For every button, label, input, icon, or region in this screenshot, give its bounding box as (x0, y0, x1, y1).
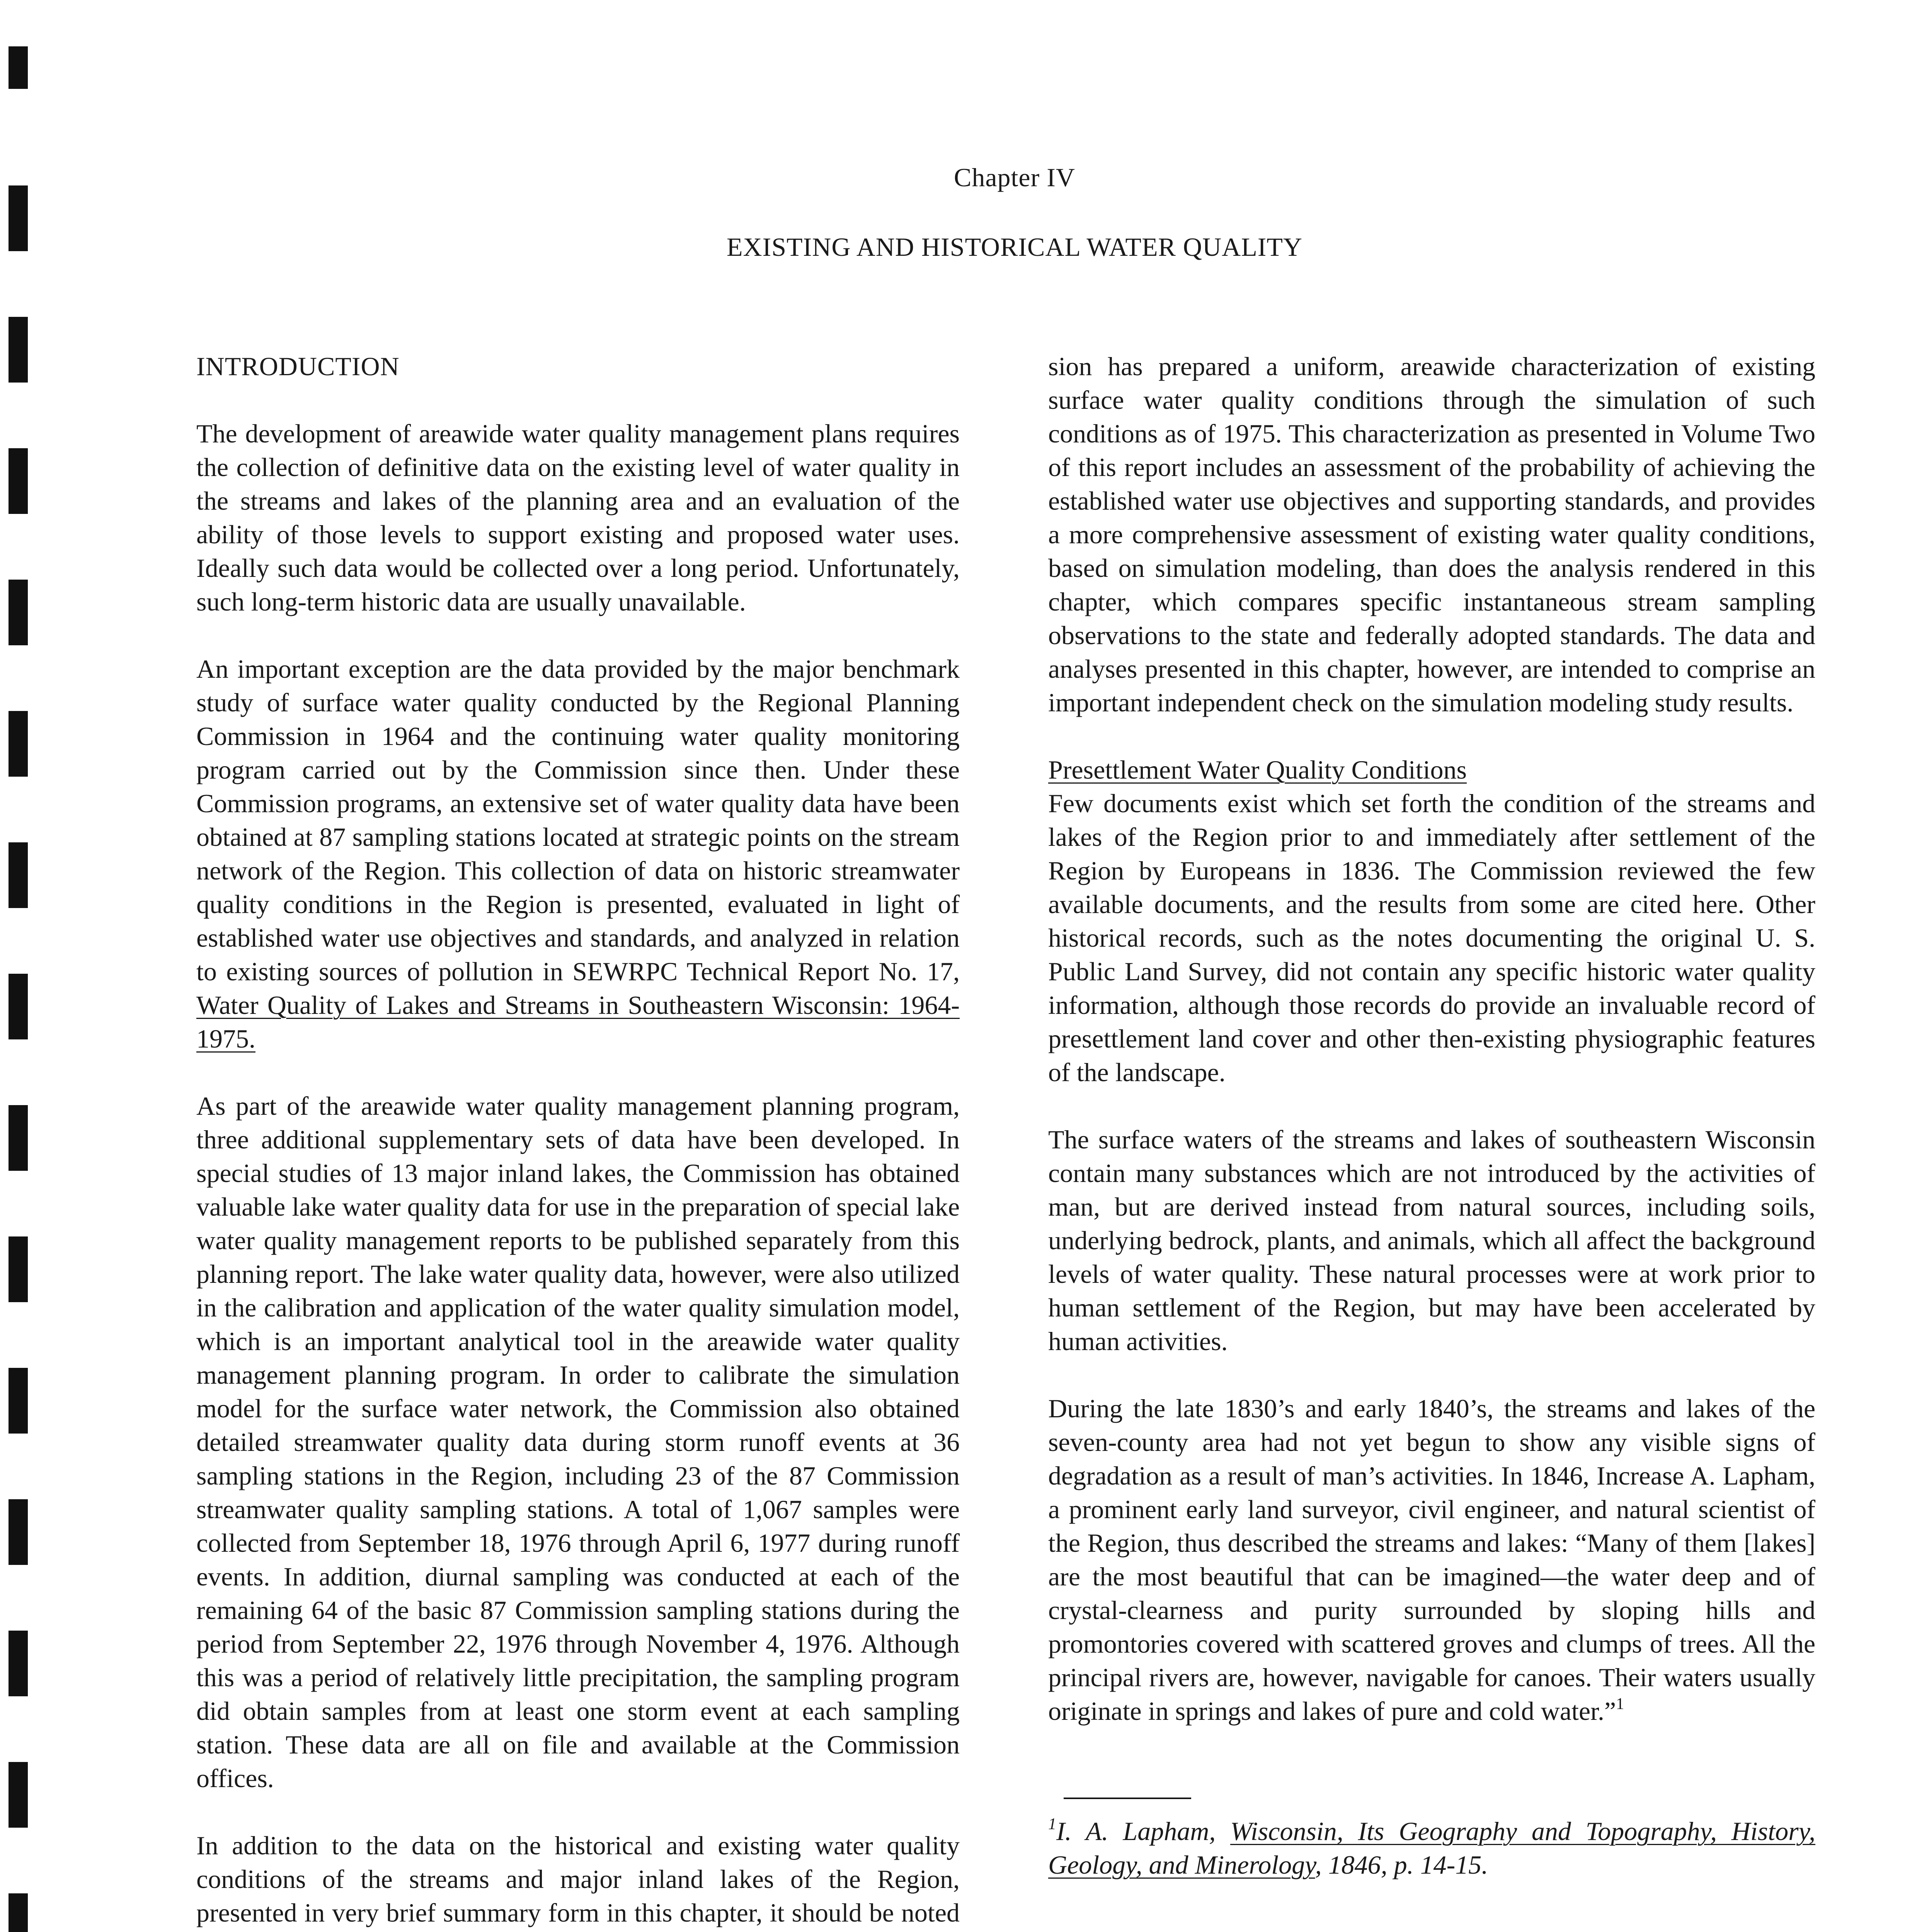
left-column (196, 350, 960, 1932)
presettlement-paragraph-3-text: During the late 1830’s and early 1840’s, the streams and lakes of the seven-county area had not yet begun to show any visible signs of degradation as a result of man’s activities. In 1846, Increase A. Lapham, a prominent early land surveyor, civil engineer, and natural scientist of the Region, thus described the streams and lakes: “Many of them [lakes] are the most beautiful that can be imagined—the water deep and of crystal-clearness and purity surrounded by sloping hills and promontories covered with scattered groves and clumps of trees. All the principal rivers are, however, navigable for canoes. Their waters usually originate in springs and lakes of pure and cold water.” (1048, 1394, 1815, 1726)
intro-paragraph-1: The development of areawide water quality management plans requires the collection of definitive data on the existing level of water quality in the streams and lakes of the planning area and an evaluation of the ability of those levels to support existing and proposed water uses. Ideally such data would be collected over a long period. Unfortunately, such long-term historic data are usually unavailable. (196, 419, 960, 616)
footnote-citation: , 1846, p. 14-15. (1315, 1850, 1488, 1879)
intro-paragraph-2-text: An important exception are the data provided by the major benchmark study of surface water quality conducted by the Regional Planning Commission in 1964 and the continuing water quality monitoring program carried out by the Commission since then. Under these Commission programs, an extensive set of water quality data have been obtained at 87 sampling stations located at strategic points on the stream network of the Region. This collection of data on historic streamwater quality conditions in the Region is presented, evaluated in light of established water use objectives and standards, and analyzed in relation to existing sources of pollution in SEWRPC Technical Report No. 17, (196, 654, 960, 986)
report-title-link: Water Quality of Lakes and Streams in Southeastern Wisconsin: 1964-1975. (196, 990, 960, 1053)
footnote-reference: 1 (1616, 1695, 1624, 1713)
footnote-title: Wisconsin, Its Geography and Topography, History, Geology, and Minerology (1048, 1816, 1815, 1879)
chapter-title: EXISTING AND HISTORICAL WATER QUALITY (726, 232, 1303, 262)
presettlement-paragraph-3 (1048, 1392, 1815, 1728)
continued-paragraph: sion has prepared a uniform, areawide characterization of existing surface water quality conditions through the simulation of such conditions as of 1975. This characterization as presented in Volume Two of this report includes an assessment of the probability of achieving the established water use objectives and supporting standards, and provides a more comprehensive assessment of existing water quality conditions, based on simulation modeling, than does the analysis rendered in this chapter, which compares specific instantaneous stream sampling observations to the state and federally adopted standards. The data and analyses presented in this chapter, however, are intended to comprise an important independent check on the simulation modeling study results. (1048, 352, 1815, 717)
footnote-divider (1064, 1798, 1191, 1799)
footnote (1048, 1815, 1815, 1882)
binding-marks (0, 0, 46, 1932)
intro-paragraph-4: In addition to the data on the historical and existing water quality conditions of the streams and major inland lakes of the Region, presented in very brief summary form in this chapter, it should be noted (196, 1831, 960, 1927)
intro-paragraph-2 (196, 652, 960, 1056)
presettlement-paragraph-2: The surface waters of the streams and lakes of southeastern Wisconsin contain many substances which are not introduced by the activities of man, but are derived instead from natural sources, including soils, underlying bedrock, plants, and animals, which all affect the background levels of water quality. These natural processes were at work prior to human settlement of the Region, but may have been accelerated by human activities. (1048, 1125, 1815, 1356)
chapter-label: Chapter IV (953, 163, 1075, 192)
presettlement-paragraph-1: Few documents exist which set forth the condition of the streams and lakes of the Region prior to and immediately after settlement of the Region by Europeans in 1836. The Commission reviewed the few available documents, and the results from some are cited here. Other historical records, such as the notes documenting the original U. S. Public Land Survey, did not contain any specific historic water quality information, although those records do provide an invaluable record of presettlement land cover and other then-existing physiographic features of the landscape. (1048, 789, 1815, 1087)
footnote-marker: 1 (1048, 1815, 1056, 1833)
footnote-author: I. A. Lapham, (1056, 1816, 1231, 1846)
intro-paragraph-3: As part of the areawide water quality management planning program, three additional supplementary sets of data have been developed. In special studies of 13 major inland lakes, the Commission has obtained valuable lake water quality data for use in the preparation of special lake water quality management reports to be published separately from this planning report. The lake water quality data, however, were also utilized in the calibration and application of the water quality simulation model, which is an important analytical tool in the areawide water quality management planning program. In order to calibrate the simulation model for the surface water network, the Commission also obtained detailed streamwater quality data during storm runoff events at 36 sampling stations in the Region, including 23 of the 87 Commission streamwater quality sampling stations. A total of 1,067 samples were collected from September 18, 1976 through April 6, 1977 during runoff events. In addition, diurnal sampling was conducted at each of the remaining 64 of the basic 87 Commission sampling stations during the period from September 22, 1976 through November 4, 1976. Although this was a period of relatively little precipitation, the sampling program did obtain samples from at least one storm event at each sampling station. These data are all on file and available at the Commission offices. (196, 1091, 960, 1793)
section-heading-introduction: INTRODUCTION (196, 352, 400, 381)
subheading-presettlement: Presettlement Water Quality Conditions (1048, 755, 1467, 784)
right-column (1048, 350, 1815, 1915)
